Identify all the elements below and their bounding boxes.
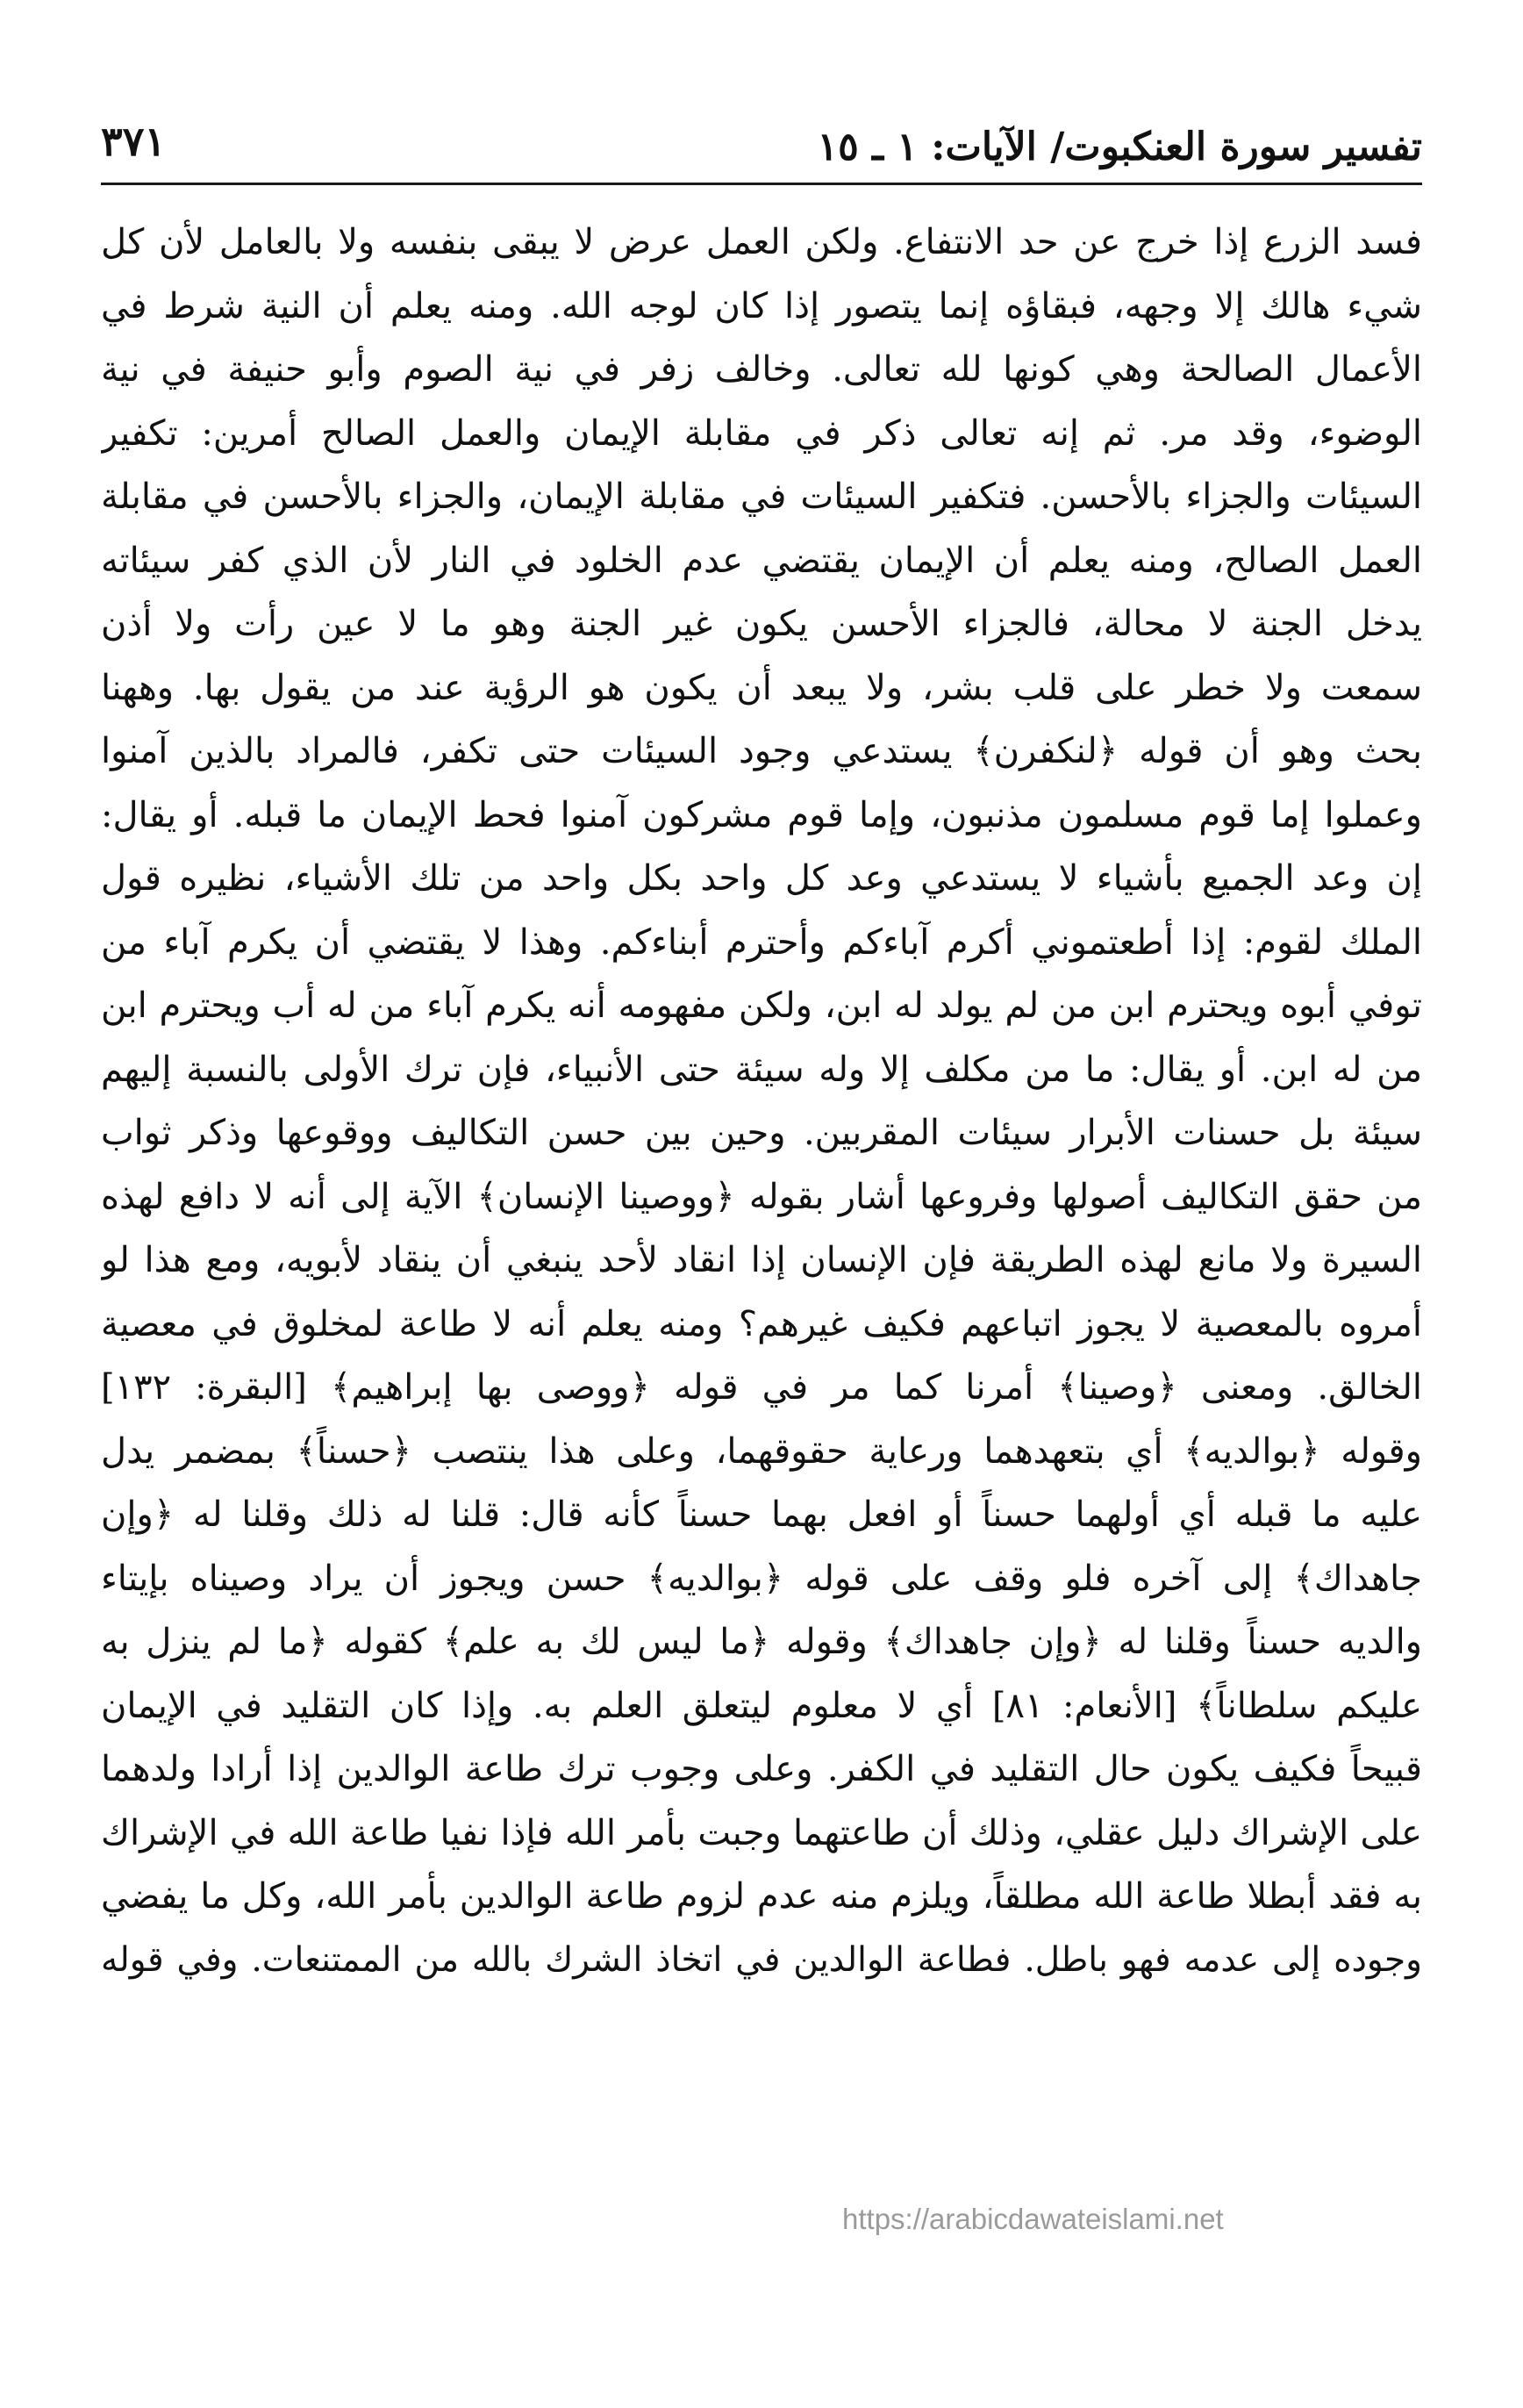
body-text: [101, 211, 1422, 1992]
text-line-5: السيئات والجزاء بالأحسن. فتكفير السيئات في مقابلة الإيمان، والجزاء بالأحسن في مقابلة: [101, 477, 1422, 517]
text-line-25: قبيحاً فكيف يكون حال التقليد في الكفر. وعلى وجوب ترك طاعة الوالدين إذا أرادا ولدهما: [101, 1749, 1422, 1789]
source-watermark: https://arabicdawateislami.net: [842, 2203, 1224, 2235]
text-line-8: سمعت ولا خطر على قلب بشر، ولا يبعد أن يكون هو الرؤية عند من يقول بها. وههنا: [101, 667, 1422, 708]
page-header: [101, 112, 1422, 185]
text-line-13: توفي أبوه ويحترم ابن من لم يولد له ابن، ولكن مفهومه أنه يكرم آباء من له أب ويحترم ابن: [101, 985, 1422, 1026]
page-number: ٣٧١: [101, 118, 167, 165]
text-line-17: السيرة ولا مانع لهذه الطريقة فإن الإنسان إذا انقاد لأحد ينبغي أن ينقاد لأبويه، ومع هذا لو: [101, 1240, 1422, 1280]
text-line-3: الأعمال الصالحة وهي كونها لله تعالى. وخالف زفر في نية الصوم وأبو حنيفة في نية: [101, 349, 1422, 390]
text-line-11: إن وعد الجميع بأشياء لا يستدعي وعد كل واحد بكل واحد من تلك الأشياء، نظيره قول: [101, 858, 1422, 899]
text-line-19: الخالق. ومعنى ﴿وصينا﴾ أمرنا كما مر في قوله ﴿ووصى بها إبراهيم﴾ [البقرة: ١٣٢]: [101, 1367, 1422, 1408]
text-line-18: أمروه بالمعصية لا يجوز اتباعهم فكيف غيرهم؟ ومنه يعلم أنه لا طاعة لمخلوق في معصية: [101, 1303, 1422, 1344]
text-line-7: يدخل الجنة لا محالة، فالجزاء الأحسن يكون غير الجنة وهو ما لا عين رأت ولا أذن: [101, 604, 1422, 644]
text-line-28: وجوده إلى عدمه فهو باطل. فطاعة الوالدين في اتخاذ الشرك بالله من الممتنعات. وفي قوله: [101, 1939, 1422, 1980]
text-line-12: الملك لقوم: إذا أطعتموني أكرم آباءكم وأحترم أبناءكم. وهذا لا يقتضي أن يكرم آباء من: [101, 921, 1422, 963]
text-line-1: فسد الزرع إذا خرج عن حد الانتفاع. ولكن العمل عرض لا يبقى بنفسه ولا بالعامل لأن كل: [101, 222, 1422, 262]
text-line-21: عليه ما قبله أي أولهما حسناً أو افعل بهما حسناً كأنه قال: قلنا له ذلك وقلنا له ﴿وإن: [101, 1494, 1422, 1535]
text-line-10: وعملوا إما قوم مسلمون مذنبون، وإما قوم مشركون آمنوا فحط الإيمان ما قبله. أو يقال:: [101, 794, 1422, 835]
text-line-27: به فقد أبطلا طاعة الله مطلقاً، ويلزم منه عدم لزوم طاعة الوالدين بأمر الله، وكل ما يفضي: [101, 1876, 1422, 1917]
text-line-23: والديه حسناً وقلنا له ﴿وإن جاهداك﴾ وقوله ﴿ما ليس لك به علم﴾ كقوله ﴿ما لم ينزل به: [101, 1622, 1422, 1662]
text-line-4: الوضوء، وقد مر. ثم إنه تعالى ذكر في مقابلة الإيمان والعمل الصالح أمرين: تكفير: [101, 412, 1422, 454]
running-title: تفسير سورة العنكبوت/ الآيات: ١ ـ ١٥: [817, 125, 1422, 169]
text-line-22: جاهداك﴾ إلى آخره فلو وقف على قوله ﴿بوالديه﴾ حسن ويجوز أن يراد وصيناه بإيتاء: [101, 1558, 1422, 1599]
text-line-15: سيئة بل حسنات الأبرار سيئات المقربين. وحين بين حسن التكاليف ووقوعها وذكر ثواب: [101, 1113, 1422, 1153]
text-line-2: شيء هالك إلا وجهه، فبقاؤه إنما يتصور إذا كان لوجه الله. ومنه يعلم أن النية شرط في: [101, 285, 1422, 326]
text-line-14: من له ابن. أو يقال: ما من مكلف إلا وله سيئة حتى الأنبياء، فإن ترك الأولى بالنسبة إليهم: [101, 1049, 1422, 1090]
text-line-26: على الإشراك دليل عقلي، وذلك أن طاعتهما وجبت بأمر الله فإذا نفيا طاعة الله في الإشراك: [101, 1812, 1422, 1853]
text-line-24: عليكم سلطاناً﴾ [الأنعام: ٨١] أي لا معلوم ليتعلق العلم به. وإذا كان التقليد في الإيمان: [101, 1685, 1422, 1726]
text-line-6: العمل الصالح، ومنه يعلم أن الإيمان يقتضي عدم الخلود في النار لأن الذي كفر سيئاته: [101, 540, 1422, 581]
text-line-16: من حقق التكاليف أصولها وفروعها أشار بقوله ﴿ووصينا الإنسان﴾ الآية إلى أنه لا دافع لهذه: [101, 1176, 1422, 1217]
text-line-9: بحث وهو أن قوله ﴿لنكفرن﴾ يستدعي وجود السيئات حتى تكفر، فالمراد بالذين آمنوا: [101, 731, 1422, 771]
text-line-20: وقوله ﴿بوالديه﴾ أي بتعهدهما ورعاية حقوقهما، وعلى هذا ينتصب ﴿حسناً﴾ بمضمر يدل: [101, 1430, 1422, 1472]
